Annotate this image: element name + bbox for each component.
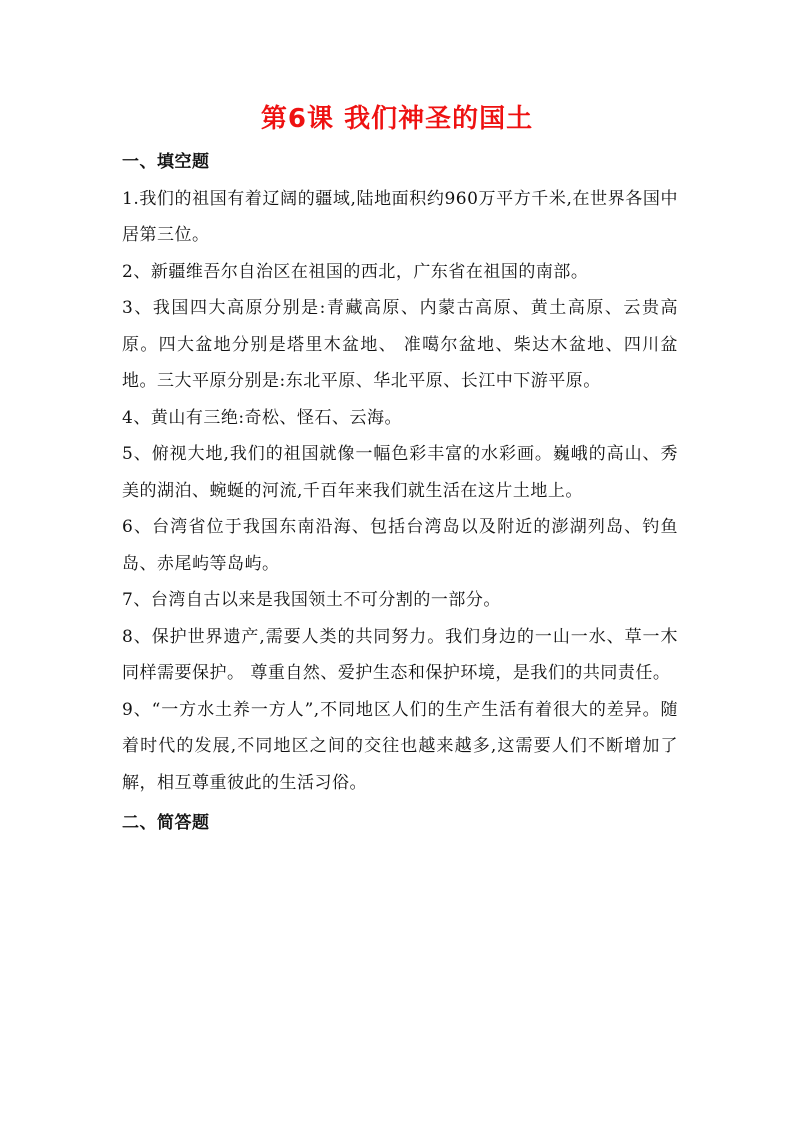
question-item-8: 8、保护世界遗产,需要人类的共同努力。我们身边的一山一水、草一木同样需要保护。 尊重自然、爱护生态和保护环境，是我们的共同责任。 [122,626,678,683]
document-body [122,144,678,842]
question-item-6: 6、台湾省位于我国东南沿海、包括台湾岛以及附近的澎湖列岛、钓鱼岛、赤尾屿等岛屿。 [122,517,678,574]
question-item-9: 9、“一方水土养一方人”,不同地区人们的生产生活有着很大的差异。随着时代的发展,不同地区之间的交往也越来越多,这需要人们不断增加了解，相互尊重彼此的生活习俗。 [122,699,678,793]
question-item-4: 4、黄山有三绝:奇松、怪石、云海。 [122,407,403,428]
question-item-7: 7、台湾自古以来是我国领土不可分割的一部分。 [122,590,501,610]
question-item-3: 3、我国四大高原分别是:青藏高原、内蒙古高原、黄土高原、云贵高原。四大盆地分别是塔里木盆地、 准噶尔盆地、柴达木盆地、四川盆地。三大平原分别是:东北平原、华北平原、长江中下游平原。 [122,298,678,391]
section-heading-short-answer: 二、简答题 [122,813,210,833]
question-item-5: 5、俯视大地,我们的祖国就像一幅色彩丰富的水彩画。巍峨的高山、秀美的湖泊、蜿蜒的河流,千百年来我们就生活在这片土地上。 [122,444,678,501]
page-title: 第6课 我们神圣的国土 [260,104,534,134]
question-item-1: 1.我们的祖国有着辽阔的疆域,陆地面积约960万平方千米,在世界各国中居第三位。 [122,188,678,245]
question-item-2: 2、新疆维吾尔自治区在祖国的西北，广东省在祖国的南部。 [122,261,589,282]
section-heading-fill-in-blank: 一、填空题 [122,152,210,172]
